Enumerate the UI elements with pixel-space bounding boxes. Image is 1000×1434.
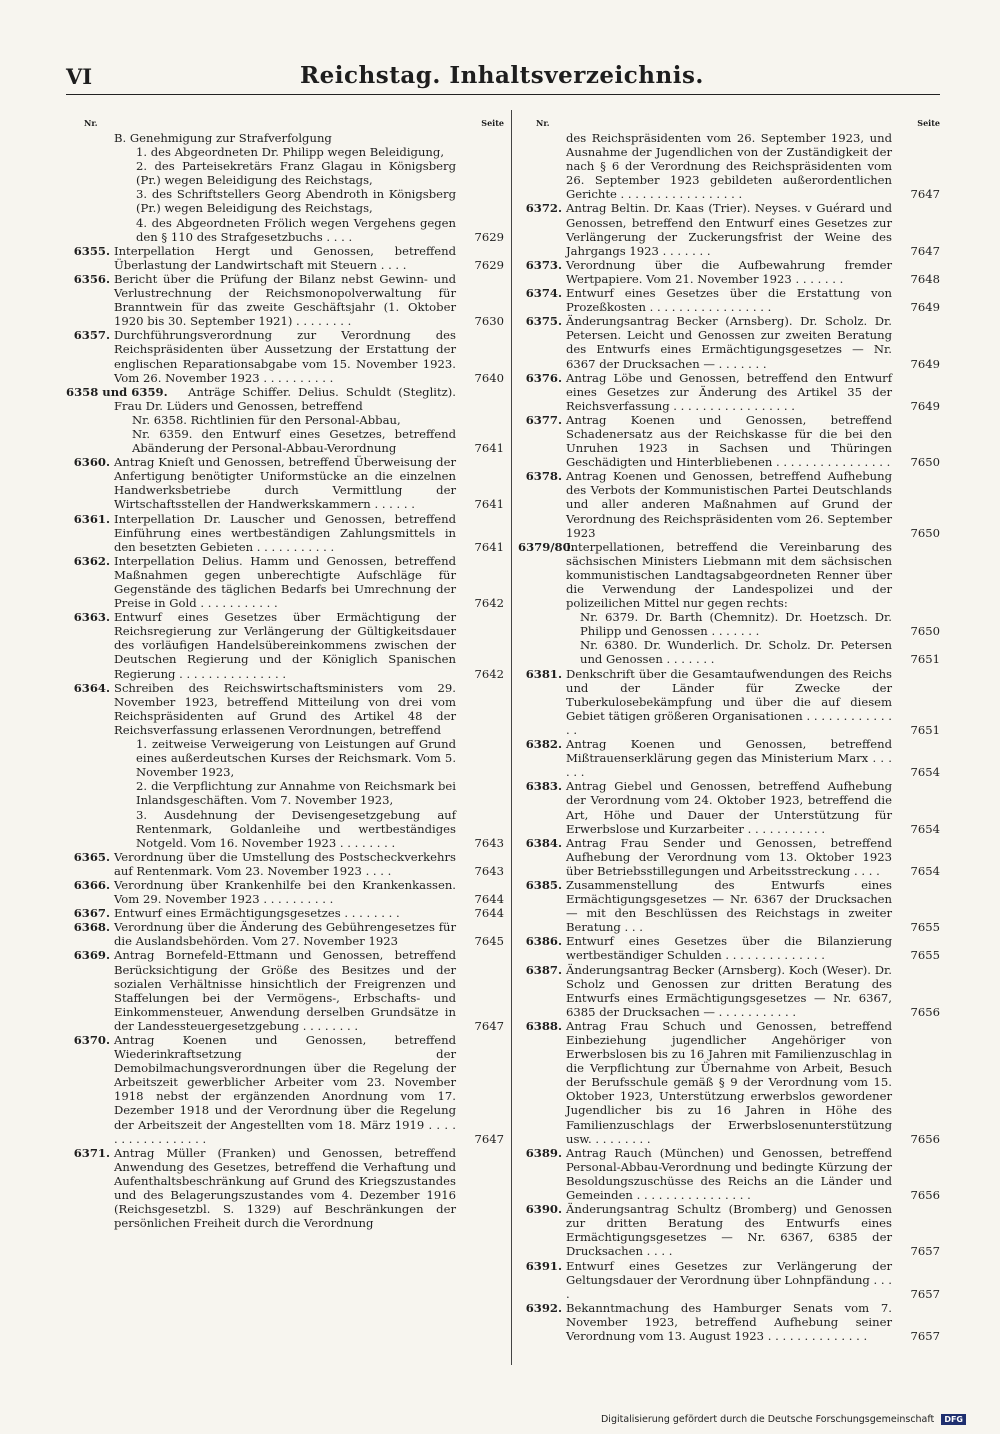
entry-page: 7647 bbox=[474, 1018, 504, 1033]
toc-entry bbox=[518, 258, 940, 286]
right-entries bbox=[518, 131, 940, 1343]
toc-entry bbox=[518, 878, 940, 934]
entry-number: 6379/80. bbox=[518, 539, 575, 554]
toc-entry bbox=[66, 159, 504, 187]
toc-entry bbox=[66, 554, 504, 610]
entry-page: 7640 bbox=[474, 370, 504, 385]
left-column bbox=[66, 118, 504, 1230]
entry-number: 6369. bbox=[73, 948, 110, 963]
entry-page: 7655 bbox=[910, 920, 940, 935]
header-rule bbox=[66, 94, 940, 95]
entry-page: 7649 bbox=[910, 398, 940, 413]
entry-number: 6383. bbox=[525, 779, 562, 794]
seite-label: Seite bbox=[481, 118, 504, 128]
entry-number: 6374. bbox=[525, 286, 562, 301]
entry-text: 2. die Verpflichtung zur Annahme von Reichsmark bei Inlandsgeschäften. Vom 7. November 1923, bbox=[136, 779, 456, 808]
page-header bbox=[66, 62, 938, 96]
toc-entry bbox=[66, 1033, 504, 1146]
entry-text: des Reichspräsidenten vom 26. September 1923, und Ausnahme der Jugendlichen von der Zuständigkeit der nach § 6 der Verordnung des Reichspräsidenten vom 26. September 1923 gebildeten außerordentlichen Gerichte . . . . . . . . . . . . . . . . . bbox=[566, 131, 892, 202]
entry-text: 1. zeitweise Verweigerung von Leistungen auf Grund eines außerdeutschen Kurses der Reichsmark. Vom 5. November 1923, bbox=[136, 737, 456, 780]
toc-entry bbox=[518, 201, 940, 257]
entry-text: Bericht über die Prüfung der Bilanz nebst Gewinn- und Verlustrechnung der Reichsmonopolverwaltung für Branntwein für das zweite Geschäftsjahr (1. Oktober 1920 bis 30. September 1921) . . . . . . . . bbox=[114, 271, 456, 329]
entry-number: 6368. bbox=[73, 920, 110, 935]
entry-page: 7644 bbox=[474, 906, 504, 921]
entry-number: 6382. bbox=[525, 737, 562, 752]
dfg-logo: DFG bbox=[941, 1414, 966, 1425]
nr-label: Nr. bbox=[536, 118, 550, 128]
toc-entry bbox=[66, 850, 504, 878]
toc-entry bbox=[66, 385, 504, 413]
left-column-head bbox=[66, 118, 504, 131]
toc-entry bbox=[66, 906, 504, 920]
entry-text: Antrag Löbe und Genossen, betreffend den Entwurf eines Gesetzes zur Änderung des Artikel 35 der Reichsverfassung . . . . . . . . . . . . . . . . . bbox=[566, 370, 892, 413]
entry-text: 2. des Parteisekretärs Franz Glagau in Königsberg (Pr.) wegen Beleidigung des Reichstags, bbox=[136, 159, 456, 188]
entry-page: 7650 bbox=[910, 525, 940, 540]
entry-page: 7651 bbox=[910, 652, 940, 667]
toc-entry bbox=[518, 836, 940, 878]
toc-entry bbox=[518, 1146, 940, 1202]
entry-text: Antrag Frau Schuch und Genossen, betreffend Einbeziehung jugendlicher Angehöriger von Erwerbslosen bis zu 16 Jahren mit Familienzuschlag in die Verpflichtung zur Übernahme von Arbeit, Besuch der Berufsschule gemäß § 9 der Verordnung vom 15. Oktober 1923, Unterstützung erwerbslos gewordener Jugendlicher bis zu 16 Jahren in Höhe des Familienzuschlags der Erwerbslosenunterstützung usw. . . . . . . . . bbox=[566, 1018, 892, 1146]
toc-entry bbox=[518, 286, 940, 314]
entry-text: Änderungsantrag Schultz (Bromberg) und Genossen zur dritten Beratung des Entwurfs eines Ermächtigungsgesetzes — Nr. 6367, 6385 der Drucksachen . . . . bbox=[566, 1202, 892, 1259]
toc-entry bbox=[66, 948, 504, 1033]
entry-page: 7647 bbox=[910, 187, 940, 202]
entry-text: Antrag Frau Sender und Genossen, betreffend Aufhebung der Verordnung vom 13. Oktober 1923 über Betriebsstillegungen und Arbeitsstreckung . . . . bbox=[566, 835, 892, 878]
entry-page: 7657 bbox=[910, 1244, 940, 1259]
entry-text: Nr. 6379. Dr. Barth (Chemnitz). Dr. Hoetzsch. Dr. Philipp und Genossen . . . . . . . bbox=[580, 610, 892, 639]
toc-entry bbox=[518, 934, 940, 962]
entry-text: Entwurf eines Gesetzes über die Bilanzierung wertbeständiger Schulden . . . . . . . . . . . . . . bbox=[566, 934, 892, 963]
toc-entry bbox=[518, 779, 940, 835]
entry-text: Anträge Schiffer. Delius. Schuldt (Steglitz). Frau Dr. Lüders und Genossen, betreffend bbox=[114, 384, 456, 413]
entry-page: 7656 bbox=[910, 1188, 940, 1203]
entry-text: Änderungsantrag Becker (Arnsberg). Dr. Scholz. Dr. Petersen. Leicht und Genossen zur zweiten Beratung des Entwurfs eines Ermächtigungsgesetzes — Nr. 6367 der Drucksachen — . . . . . . . bbox=[566, 314, 892, 371]
entry-text: Antrag Knieſt und Genossen, betreffend Überweisung der Anfertigung benötigter Uniformstücke an die einzelnen Handwerksbetriebe durch Vermittlung der Wirtschaftsstellen der Handwerkskammern . . . . . . bbox=[114, 455, 456, 512]
entry-page: 7641 bbox=[474, 497, 504, 512]
entry-number: 6392. bbox=[525, 1300, 562, 1315]
entry-number: 6362. bbox=[73, 553, 110, 568]
entry-text: B. Genehmigung zur Strafverfolgung bbox=[114, 131, 332, 145]
entry-page: 7629 bbox=[474, 257, 504, 272]
entry-text: Antrag Koenen und Genossen, betreffend Mißtrauenserklärung gegen das Ministerium Marx . . . . . . bbox=[566, 737, 892, 780]
toc-entry bbox=[518, 314, 940, 370]
entry-text: Entwurf eines Gesetzes über Ermächtigung der Reichsregierung zur Verlängerung der Gültigkeitsdauer des vorläufigen Handelsübereinkommens zwischen der Deutschen Regierung und der Königlich Spanischen Regierung . . . . . . . . . . . . . . . bbox=[114, 610, 456, 681]
entry-number: 6386. bbox=[525, 934, 562, 949]
page-number: VI bbox=[66, 64, 93, 89]
entry-page: 7650 bbox=[910, 624, 940, 639]
entry-number: 6361. bbox=[73, 511, 110, 526]
entry-page: 7655 bbox=[910, 948, 940, 963]
entry-text: Durchführungsverordnung zur Verordnung des Reichspräsidenten über Aussetzung der Erstattung der englischen Reparationsabgabe vom 15. November 1923. Vom 26. November 1923 . . . . . . . . . . bbox=[114, 328, 456, 385]
toc-entry bbox=[66, 413, 504, 427]
entry-page: 7641 bbox=[474, 539, 504, 554]
entry-text: Bekanntmachung des Hamburger Senats vom 7. November 1923, betreffend Aufhebung seiner Verordnung vom 13. August 1923 . . . . . . . . . . . . . . bbox=[566, 1300, 892, 1343]
entry-number: 6385. bbox=[525, 877, 562, 892]
toc-entry bbox=[66, 216, 504, 244]
entry-number: 6387. bbox=[525, 962, 562, 977]
entry-page: 7649 bbox=[910, 356, 940, 371]
toc-entry bbox=[518, 963, 940, 1019]
toc-entry bbox=[518, 413, 940, 469]
entry-number: 6365. bbox=[73, 849, 110, 864]
toc-entry bbox=[66, 808, 504, 850]
entry-number: 6377. bbox=[525, 412, 562, 427]
right-column-head bbox=[518, 118, 940, 131]
toc-entry bbox=[518, 638, 940, 666]
entry-number: 6357. bbox=[73, 328, 110, 343]
toc-entry bbox=[518, 540, 940, 610]
toc-entry bbox=[66, 145, 504, 159]
entry-number: 6363. bbox=[73, 610, 110, 625]
entry-number: 6360. bbox=[73, 455, 110, 470]
entry-page: 7644 bbox=[474, 892, 504, 907]
entry-text: Nr. 6380. Dr. Wunderlich. Dr. Scholz. Dr. Petersen und Genossen . . . . . . . bbox=[580, 638, 892, 667]
entry-text: Antrag Koenen und Genossen, betreffend Wiederinkraftsetzung der Demobilmachungsverordnungen über die Regelung der Arbeitszeit gewerblicher Arbeiter vom 23. November 1918 nebst der ergänzenden Anordnung vom 17. Dezember 1918 und der Verordnung über die Regelung der Arbeitszeit der Angestellten vom 18. März 1919 . . . . . . . . . . . . . . . . . bbox=[114, 1033, 456, 1146]
toc-entry bbox=[518, 371, 940, 413]
toc-entry bbox=[518, 131, 940, 201]
toc-entry bbox=[518, 1019, 940, 1146]
toc-entry bbox=[66, 920, 504, 948]
entry-text: Verordnung über die Aufbewahrung fremder Wertpapiere. Vom 21. November 1923 . . . . . . . bbox=[566, 257, 892, 286]
page-title: Reichstag. Inhaltsverzeichnis. bbox=[300, 62, 704, 89]
entry-text: Interpellationen, betreffend die Vereinbarung des sächsischen Ministers Liebmann mit dem sächsischen kommunistischen Landtagsabgeordneten Renner über die Verwendung der Landespolizei und der polizeilichen Mittel nur gegen rechts: bbox=[566, 539, 892, 611]
entry-page: 7649 bbox=[910, 300, 940, 315]
entry-text: Schreiben des Reichswirtschaftsministers vom 29. November 1923, betreffend Mitteilung von drei vom Reichspräsidenten auf Grund des Artikel 48 der Reichsverfassung erlassenen Verordnungen, betreffend bbox=[114, 680, 456, 737]
toc-entry bbox=[66, 427, 504, 455]
seite-label: Seite bbox=[917, 118, 940, 128]
entry-text: Entwurf eines Ermächtigungsgesetzes . . . . . . . . bbox=[114, 906, 400, 921]
entry-number: 6381. bbox=[525, 666, 562, 681]
entry-number: 6376. bbox=[525, 370, 562, 385]
toc-entry bbox=[518, 1301, 940, 1343]
toc-entry bbox=[518, 1202, 940, 1258]
entry-text: Antrag Giebel und Genossen, betreffend Aufhebung der Verordnung vom 24. Oktober 1923, betreffend die Art, Höhe und Dauer der Unterstützung für Erwerbslose und Kurzarbeiter . . . . . . . . . . . bbox=[566, 779, 892, 836]
entry-text: 3. Ausdehnung der Devisengesetzgebung auf Rentenmark, Goldanleihe und wertbeständiges Notgeld. Vom 16. November 1923 . . . . . . . . bbox=[136, 807, 456, 850]
entry-text: 4. des Abgeordneten Frölich wegen Vergehens gegen den § 110 des Strafgesetzbuchs . . . . bbox=[136, 215, 456, 244]
entry-page: 7656 bbox=[910, 1131, 940, 1146]
entry-text: Zusammenstellung des Entwurfs eines Ermächtigungsgesetzes — Nr. 6367 der Drucksachen — mit den Beschlüssen des Reichstags in zweiter Beratung . . . bbox=[566, 877, 892, 935]
entry-text: Antrag Rauch (München) und Genossen, betreffend Personal-Abbau-Verordnung und bedingte Kürzung der Besoldungszuschüsse des Reichs an die Länder und Gemeinden . . . . . . . . . . . . . . . . bbox=[566, 1145, 892, 1203]
toc-entry bbox=[518, 667, 940, 737]
entry-text: Antrag Müller (Franken) und Genossen, betreffend Anwendung des Gesetzes, betreffend die Verhaftung und Aufenthaltsbeschränkung auf Grund des Kriegszustandes und des Belagerungszustandes vom 4. Dezember 1916 (Reichsgesetzbl. S. 1329) auf Beschränkungen der persönlichen Freiheit durch die Verordnung bbox=[114, 1145, 456, 1231]
entry-text: Antrag Koenen und Genossen, betreffend Schadenersatz aus der Reichskasse für die bei den Unruhen 1923 in Sachsen und Thüringen Geschädigten und Hinterbliebenen . . . . . . . . . . . . . . . . bbox=[566, 412, 892, 470]
entry-number: 6384. bbox=[525, 835, 562, 850]
entry-page: 7643 bbox=[474, 835, 504, 850]
entry-page: 7654 bbox=[910, 821, 940, 836]
nr-label: Nr. bbox=[84, 118, 98, 128]
entry-page: 7657 bbox=[910, 1328, 940, 1343]
toc-entry bbox=[518, 737, 940, 779]
entry-number: 6390. bbox=[525, 1202, 562, 1217]
entry-number: 6366. bbox=[73, 877, 110, 892]
entry-page: 7645 bbox=[474, 934, 504, 949]
entry-page: 7654 bbox=[910, 765, 940, 780]
entry-text: Antrag Beltin. Dr. Kaas (Trier). Neyses. v Guérard und Genossen, betreffend den Entwurf eines Gesetzes zur Verlängerung der Zuckerungsfrist der Weine des Jahrgangs 1923 . . . . . . . bbox=[566, 201, 892, 258]
toc-entry bbox=[66, 610, 504, 680]
entry-text: Entwurf eines Gesetzes über die Erstattung von Prozeßkosten . . . . . . . . . . . . . . . . . bbox=[566, 286, 892, 315]
toc-entry bbox=[518, 1259, 940, 1301]
entry-text: 3. des Schriftstellers Georg Abendroth in Königsberg (Pr.) wegen Beleidigung des Reichstags, bbox=[136, 187, 456, 216]
entry-page: 7654 bbox=[910, 863, 940, 878]
entry-number: 6367. bbox=[73, 906, 110, 921]
entry-number: 6370. bbox=[73, 1033, 110, 1047]
entry-number: 6356. bbox=[73, 271, 110, 286]
toc-entry bbox=[518, 610, 940, 638]
entry-text: Verordnung über die Änderung des Gebührengesetzes für die Auslandsbehörden. Vom 27. November 1923 bbox=[114, 920, 456, 949]
entry-text: Interpellation Hergt und Genossen, betreffend Überlastung der Landwirtschaft mit Steuern . . . . bbox=[114, 243, 456, 272]
toc-entry bbox=[66, 1146, 504, 1231]
toc-entry bbox=[66, 131, 504, 145]
entry-text: Antrag Bornefeld-Ettmann und Genossen, betreffend Berücksichtigung der Größe des Besitzes und der sozialen Verhältnisse hinsichtlich der Freigrenzen und Staffelungen bei der Vermögens-, Erbschafts- und Einkommensteuer, Anwendung derselben Grundsätze in der Landessteuergesetzgebung . . . . . . . . bbox=[114, 948, 456, 1033]
toc-entry bbox=[66, 878, 504, 906]
entry-number: 6355. bbox=[73, 243, 110, 258]
entry-number: 6375. bbox=[525, 314, 562, 329]
footer-text: Digitalisierung gefördert durch die Deutsche Forschungsgemeinschaft bbox=[600, 1414, 935, 1425]
entry-number: 6391. bbox=[525, 1258, 562, 1273]
entry-page: 7650 bbox=[910, 455, 940, 470]
toc-entry bbox=[66, 779, 504, 807]
entry-text: Verordnung über Krankenhilfe bei den Krankenkassen. Vom 29. November 1923 . . . . . . . . . . bbox=[114, 877, 456, 907]
toc-entry bbox=[66, 681, 504, 737]
entry-number: 6389. bbox=[525, 1145, 562, 1160]
entry-number: 6388. bbox=[525, 1018, 562, 1033]
left-entries bbox=[66, 131, 504, 1230]
entry-page: 7651 bbox=[910, 722, 940, 737]
entry-text: Änderungsantrag Becker (Arnsberg). Koch (Weser). Dr. Scholz und Genossen zur dritten Beratung des Entwurfs eines Ermächtigungsgesetzes — Nr. 6367, 6385 der Drucksachen — . . . . . . . . . . . bbox=[566, 962, 892, 1019]
footer bbox=[601, 1414, 966, 1425]
entry-number: 6364. bbox=[73, 680, 110, 695]
toc-entry bbox=[66, 512, 504, 554]
entry-number: 6373. bbox=[525, 257, 562, 272]
entry-page: 7643 bbox=[474, 863, 504, 878]
entry-number: 6378. bbox=[525, 469, 562, 484]
toc-entry bbox=[66, 187, 504, 215]
entry-page: 7647 bbox=[474, 1131, 504, 1146]
toc-entry bbox=[66, 455, 504, 511]
toc-entry bbox=[66, 328, 504, 384]
entry-text: Interpellation Dr. Lauscher und Genossen, betreffend Einführung eines wertbeständigen Zahlungsmittels in den besetzten Gebieten . . . . . . . . . . . bbox=[114, 511, 456, 554]
entry-page: 7641 bbox=[474, 441, 504, 456]
entry-page: 7656 bbox=[910, 1004, 940, 1019]
entry-text: Interpellation Delius. Hamm und Genossen, betreffend Maßnahmen gegen unberechtigte Aufschläge für Gegenstände des täglichen Bedarfs bei Umrechnung der Preise in Gold . . . . . . . . . . . bbox=[114, 553, 456, 611]
entry-page: 7642 bbox=[474, 666, 504, 681]
entry-text: Denkschrift über die Gesamtaufwendungen des Reichs und der Länder für Zwecke der Tuberkulosebekämpfung und über die auf diesem Gebiet tätigen größeren Organisationen . . . . . . . . . . . . . . bbox=[566, 666, 892, 737]
entry-number: 6372. bbox=[525, 201, 562, 216]
entry-page: 7629 bbox=[474, 229, 504, 244]
column-divider bbox=[511, 110, 512, 1365]
entry-text: 1. des Abgeordneten Dr. Philipp wegen Beleidigung, bbox=[136, 145, 445, 160]
toc-entry bbox=[518, 469, 940, 539]
entry-text: Verordnung über die Umstellung des Postscheckverkehrs auf Rentenmark. Vom 23. November 1923 . . . . bbox=[114, 849, 456, 878]
entry-number: 6371. bbox=[73, 1145, 110, 1160]
entry-page: 7657 bbox=[910, 1286, 940, 1301]
toc-entry bbox=[66, 272, 504, 328]
entry-page: 7648 bbox=[910, 271, 940, 286]
entry-page: 7642 bbox=[474, 596, 504, 611]
entry-number: 6358 und 6359. bbox=[66, 384, 168, 399]
entry-page: 7630 bbox=[474, 314, 504, 329]
toc-entry bbox=[66, 244, 504, 272]
entry-page: 7647 bbox=[910, 243, 940, 258]
entry-text: Entwurf eines Gesetzes zur Verlängerung der Geltungsdauer der Verordnung über Lohnpfändung . . . . bbox=[566, 1258, 892, 1301]
toc-entry bbox=[66, 737, 504, 779]
right-column bbox=[518, 118, 940, 1343]
entry-text: Nr. 6358. Richtlinien für den Personal-Abbau, bbox=[132, 412, 401, 427]
entry-text: Antrag Koenen und Genossen, betreffend Aufhebung des Verbots der Kommunistischen Partei Deutschlands und aller anderen Maßnahmen auf Grund der Verordnung des Reichspräsidenten vom 26. September 1923 bbox=[566, 469, 892, 540]
entry-text: Nr. 6359. den Entwurf eines Gesetzes, betreffend Abänderung der Personal-Abbau-Verordnung bbox=[132, 426, 456, 456]
